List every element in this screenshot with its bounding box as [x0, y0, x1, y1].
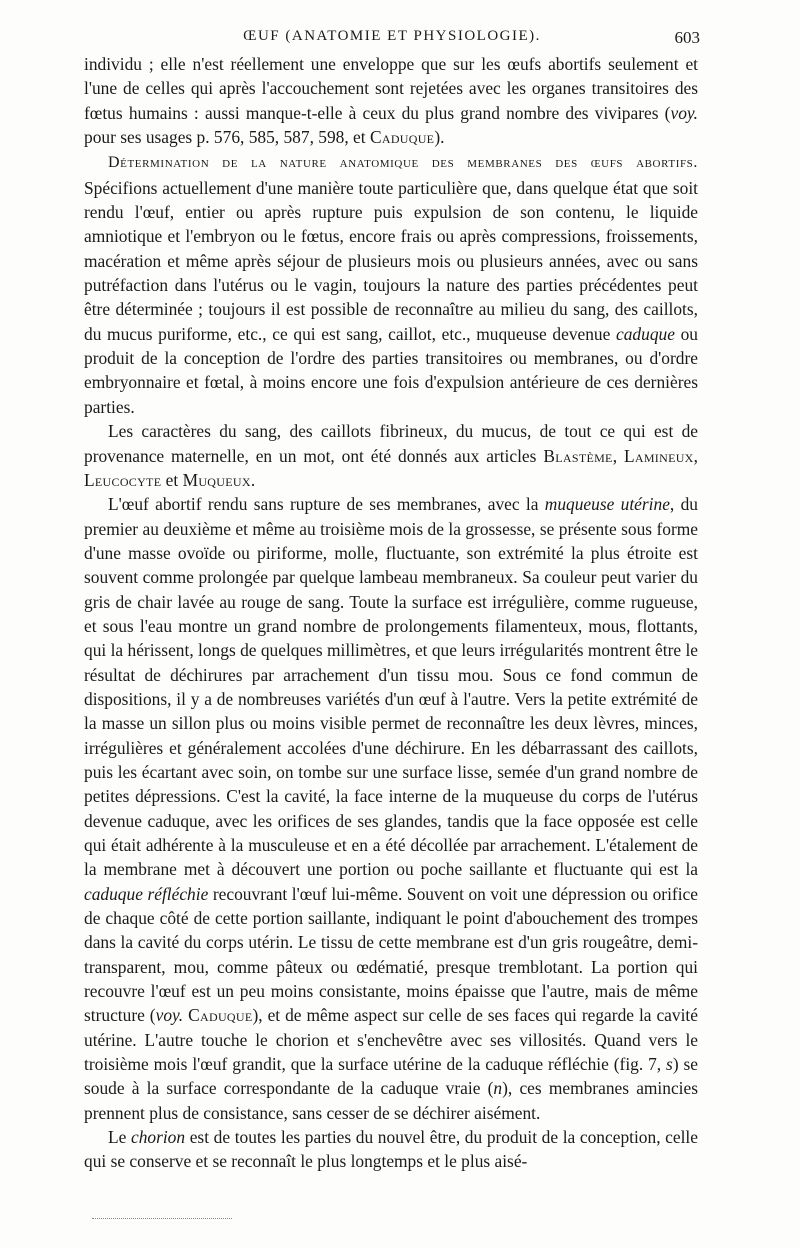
cross-reference: Caduque: [188, 1005, 253, 1026]
italic-term: s: [666, 1054, 673, 1075]
footer-rule: [92, 1218, 232, 1219]
text-run: ou produit de la conception de l'ordre des parties transitoires ou membranes, ou d'ordre embryonnaire et fœtal, à moins encore une fois d'expulsion antérieure de ces dernières parties.: [84, 323, 698, 417]
italic-term: caduque: [616, 323, 675, 344]
cross-reference: Blastème: [543, 445, 613, 466]
text-run: .: [250, 469, 256, 490]
paragraph-oeuf-abortif: [84, 492, 698, 1125]
text-run: Spécifions actuellement d'une manière toute particulière que, dans quelque état que soit rendu l'œuf, entier ou après rupture puis expulsion de son contenu, le liquide amniotique et l'embryon ou le fœtus, encore frais ou après compressions, froissements, macération et même après séjour de plusieurs mois ou plusieurs années, avec ou sans putréfaction dans l'utérus ou le vagin, toujours la nature des parties précédentes peut être déterminée ; toujours il est possible de reconnaître au milieu du sang, des caillots, du mucus puriforme, etc., ce qui est sang, caillot, etc., muqueuse devenue: [84, 177, 698, 344]
paragraph-continuation: [84, 52, 698, 149]
italic-term: chorion: [130, 1127, 186, 1148]
paragraph-determination: [84, 149, 698, 419]
running-head: ŒUF (ANATOMIE ET PHYSIOLOGIE).: [243, 28, 541, 44]
italic-term: caduque réfléchie: [84, 883, 209, 904]
cross-reference: Caduque: [369, 127, 435, 148]
text-run: et: [161, 469, 183, 490]
italic-term: muqueuse utérine: [544, 494, 670, 515]
text-run: ,: [612, 445, 624, 466]
text-run: Les caractères du sang, des caillots fibrineux, du mucus, de tout ce qui est de provenance maternelle, en un mot, ont été donnés aux articles: [84, 421, 698, 466]
text-run: recouvrant l'œuf lui-même. Souvent on voit une dépression ou orifice de chaque côté de cette portion saillante, indiquant le point d'abouchement des trompes dans la cavité du corps utérin. Le tissu de cette membrane est d'un gris rougeâtre, demi-transparent, mou, comme pâteux ou œdématié, presque tremblotant. La portion qui recouvre l'œuf est un peu moins consistante, moins épaisse que l'autre, mais de même structure (: [84, 883, 698, 1026]
paragraph-caracteres: [84, 419, 698, 492]
text-run: individu ; elle n'est réellement une enveloppe que sur les œufs abortifs seulement et l'une de celles qui après l'accouchement sont rejetées avec les organes transitoires des fœtus humains : aussi manque-t-elle à ceux du plus grand nombre des vivipares (: [84, 54, 698, 123]
text-run: ), et de même aspect sur celle de ses faces qui regarde la cavité utérine. L'autre touche le chorion et s'enchevêtre avec ses villosités. Quand vers le troisième mois l'œuf grandit, que la surface utérine de la caduque réfléchie (fig. 7,: [84, 1005, 698, 1075]
page-header: [84, 28, 700, 52]
text-run: , du premier au deuxième et même au troisième mois de la grossesse, se présente sous forme d'une masse ovoïde ou piriforme, molle, fluctuante, son extrémité la plus étroite est souvent comme prolongée par quelque lambeau membraneux. Sa couleur peut varier du gris de chair lavée au rouge de sang. Toute la surface est irrégulière, comme rugueuse, et sous l'eau montre un grand nombre de prolongements filamenteux, mous, flottants, qui la hérissent, longs de quelques millimètres, et que leurs irrégularités montrent être le résultat de déchirures par arrachement d'un tissu mou. Sous ce fond commun de dispositions, il y a de nombreuses variétés d'un œuf à l'autre. Vers la petite extrémité de la masse un sillon plus ou moins visible permet de reconnaître les deux lèvres, minces, irrégulières et généralement accolées d'une déchirure. En les débarrassant des caillots, puis les écartant avec soin, on tombe sur une surface lisse, semée d'un grand nombre de petites dépressions. C'est la cavité, la face interne de la muqueuse du corps de l'utérus devenue caduque, avec les orifices de ses glandes, tandis que la face opposée est celle qui était adhérente à la musculeuse et en a été décollée par arrachement. L'étalement de la membrane met à découvert une portion ou poche saillante et fluctuante qui est la: [84, 494, 698, 880]
italic-term: n: [493, 1078, 503, 1099]
text-run: L'œuf abortif rendu sans rupture de ses membranes, avec la: [108, 494, 545, 515]
text-run: est de toutes les parties du nouvel être, du produit de la conception, celle qui se conserve et se reconnaît le plus longtemps et le plus aisé-: [84, 1127, 698, 1172]
text-run: ), ces membranes amincies prennent plus de consistance, sans cesser de se déchirer aisément.: [84, 1078, 699, 1123]
section-heading: Détermination de la nature anatomique des membranes des œufs abortifs.: [108, 154, 698, 172]
paragraph-chorion: [84, 1125, 698, 1174]
text-run: Le: [108, 1127, 131, 1148]
italic-term: voy.: [670, 102, 698, 123]
text-run: pour ses usages p. 576, 585, 587, 598, et: [84, 127, 370, 148]
cross-reference: Lamineux: [623, 445, 694, 466]
body-text: [84, 52, 698, 1174]
text-run: ) se soude à la surface correspondante de la caduque vraie (: [84, 1054, 698, 1099]
text-run: ,: [693, 445, 698, 466]
text-run: ).: [434, 127, 445, 148]
cross-reference: Leucocyte: [84, 469, 162, 490]
cross-reference: Muqueux: [182, 469, 251, 490]
page-number: 603: [674, 28, 700, 47]
italic-term: voy.: [155, 1005, 184, 1026]
